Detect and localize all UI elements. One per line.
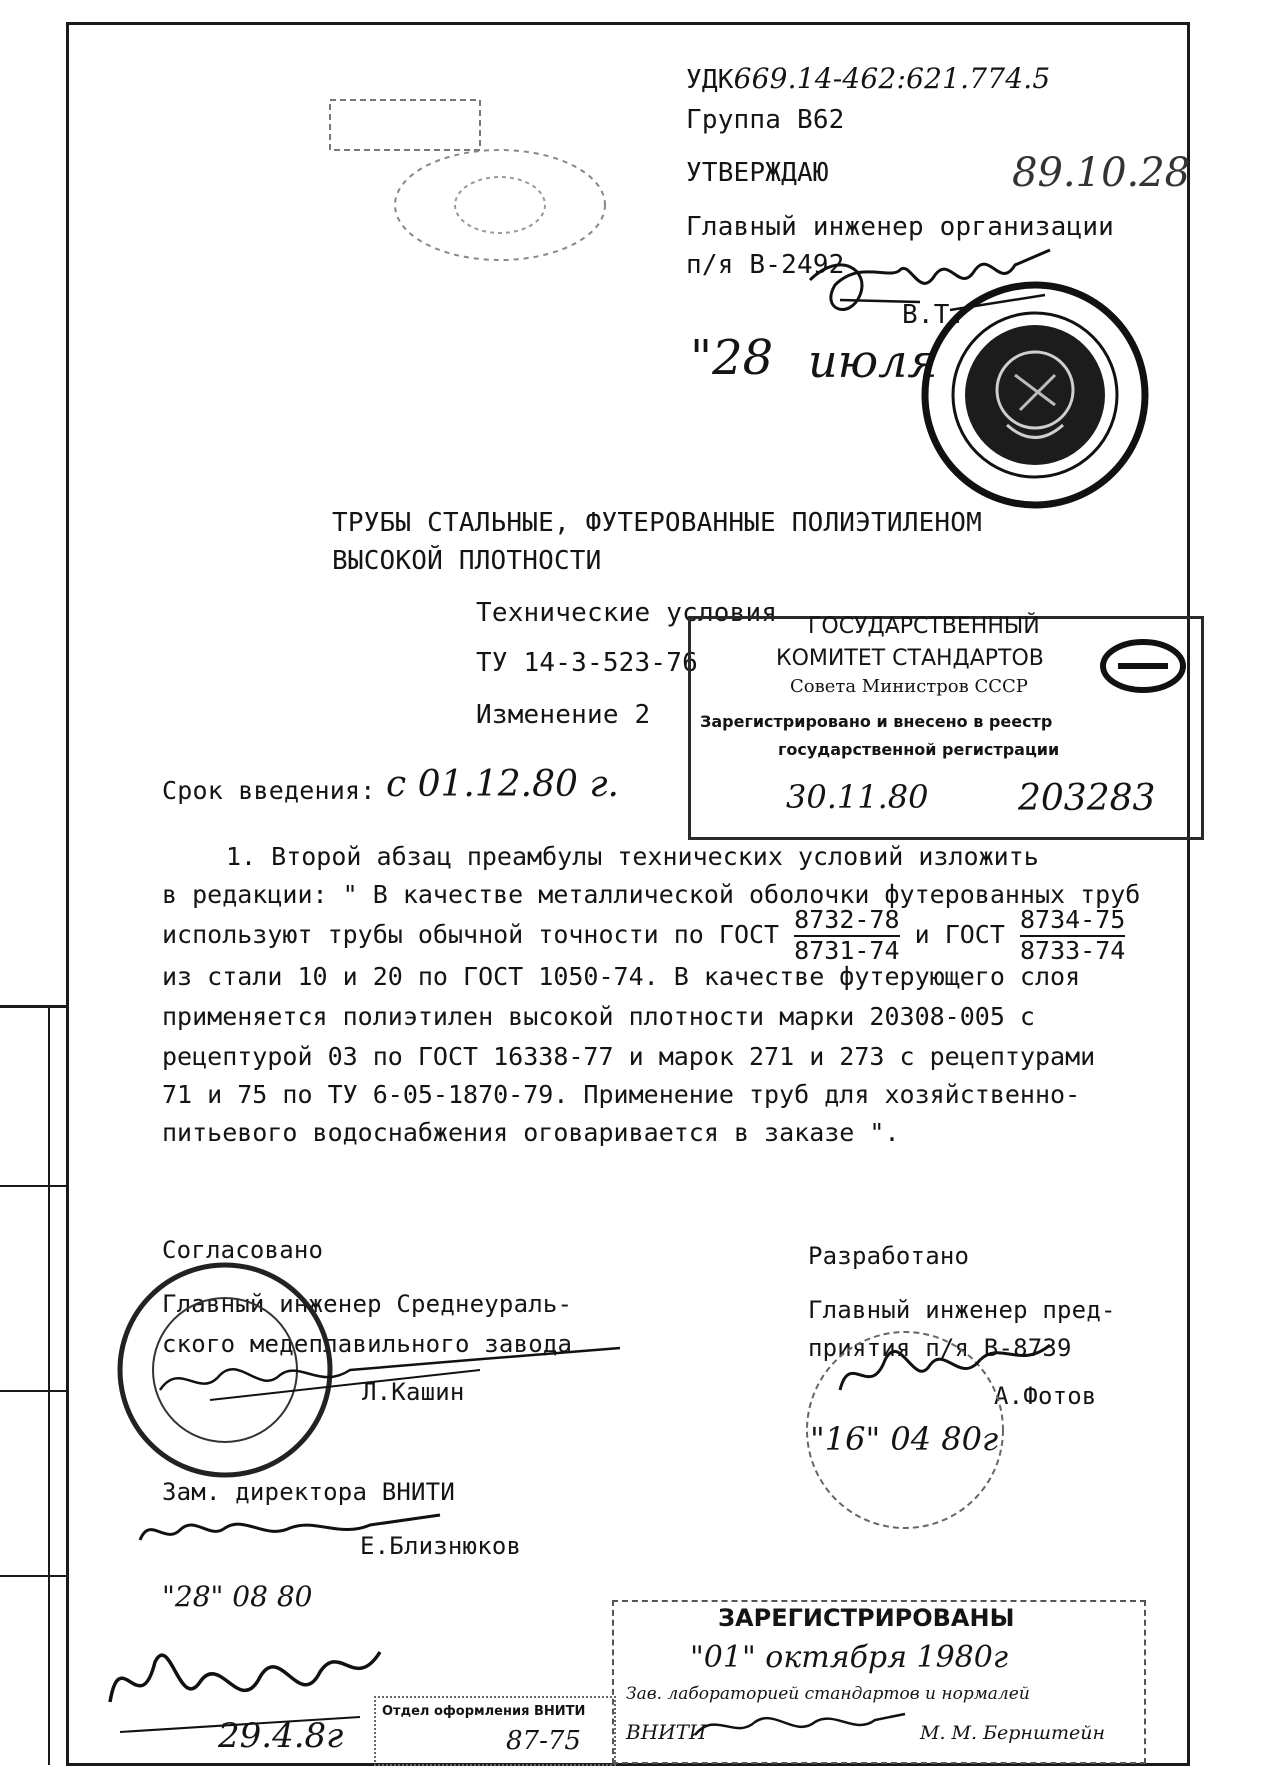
developed-date: "16" 04 80г — [810, 1420, 999, 1458]
gost1-bottom: 8731-74 — [794, 935, 900, 965]
agreed-name: Л.Кашин — [362, 1378, 465, 1406]
gost-fraction-2 — [1020, 906, 1125, 966]
gos-emblem-icon — [1098, 636, 1188, 696]
udk-line — [686, 62, 1050, 95]
chief-org: п/я В-2492 — [686, 250, 845, 280]
approve-day: "28 — [690, 330, 774, 386]
body-line-3-mid: и ГОСТ — [914, 919, 1005, 949]
deadline-value: с 01.12.80 г. — [386, 764, 619, 805]
developed-label: Разработано — [808, 1242, 970, 1270]
bottom-sign-date: 29.4.8г — [218, 1716, 344, 1756]
registered-signature — [690, 1700, 910, 1750]
round-seal-icon — [915, 275, 1155, 515]
developed-line1: Главный инженер пред- — [808, 1296, 1116, 1324]
body-line-7: 71 и 75 по ТУ 6-05-1870-79. Применение труб для хозяйственно- — [162, 1080, 1081, 1109]
agreed-line2: ского медеплавильного завода — [162, 1330, 573, 1358]
bottom-stamp-text: Отдел оформления ВНИТИ — [382, 1704, 586, 1719]
gos-stamp-line3: Совета Министров СССР — [790, 676, 1028, 697]
developed-name: А.Фотов — [994, 1382, 1097, 1410]
margin-rule — [48, 1005, 50, 1765]
margin-rule — [0, 1575, 66, 1577]
registered-title: ЗАРЕГИСТРИРОВАНЫ — [718, 1604, 1015, 1632]
margin-rule — [0, 1390, 66, 1392]
gos-stamp-line5: государственной регистрации — [778, 740, 1060, 759]
group-label: Группа В62 — [686, 105, 845, 135]
approve-month: июля — [808, 334, 938, 388]
developed-signature — [830, 1330, 1060, 1410]
agreed-signature — [150, 1340, 630, 1420]
body-line-3-start: используют трубы обычной точности по ГОСТ — [162, 919, 780, 949]
udk-code: 669.14-462:621.774.5 — [733, 62, 1051, 95]
gos-stamp-date: 30.11.80 — [786, 778, 929, 816]
gos-stamp-line2: КОМИТЕТ СТАНДАРТОВ — [776, 646, 1044, 671]
body-line-3 — [162, 906, 1125, 966]
doc-change: Изменение 2 — [476, 700, 651, 730]
gos-stamp-line4: Зарегистрировано и внесено в реестр — [700, 712, 1053, 731]
margin-rule — [0, 1185, 66, 1187]
registered-person: М. М. Бернштейн — [920, 1722, 1105, 1744]
registered-line2: Зав. лабораторией стандартов и нормалей — [626, 1684, 1030, 1704]
deadline-label: Срок введения: — [162, 776, 376, 805]
margin-rule — [0, 1005, 66, 1008]
gos-stamp-number: 203283 — [1018, 778, 1156, 819]
doc-title-line1: ТРУБЫ СТАЛЬНЫЕ, ФУТЕРОВАННЫЕ ПОЛИЭТИЛЕНОМ — [332, 508, 982, 538]
deputy-title: Зам. директора ВНИТИ — [162, 1478, 455, 1506]
doc-subtitle: Технические условия — [476, 598, 778, 628]
udk-label: УДК — [686, 65, 734, 95]
registered-date: "01" октября 1980г — [690, 1640, 1009, 1675]
body-line-8: питьевого водоснабжения оговаривается в заказе ". — [162, 1118, 900, 1147]
agreed-line1: Главный инженер Среднеураль- — [162, 1290, 573, 1318]
gost-fraction-1 — [794, 906, 899, 966]
gost1-top: 8732-78 — [794, 906, 899, 937]
chief-title: Главный инженер организации — [686, 212, 1115, 242]
approve-label: УТВЕРЖДАЮ — [686, 158, 829, 188]
agreed-label: Согласовано — [162, 1236, 324, 1264]
body-line-4: из стали 10 и 20 по ГОСТ 1050-74. В качестве футерующего слоя — [162, 962, 1081, 991]
body-line-5: применяется полиэтилен высокой плотности марки 20308-005 с — [162, 1002, 1035, 1031]
developed-line2: приятия п/я В-8739 — [808, 1334, 1072, 1362]
registered-org: ВНИТИ — [626, 1720, 707, 1744]
faint-stamp-icon — [320, 90, 620, 270]
body-line-1: 1. Второй абзац преамбулы технических условий изложить — [226, 842, 1039, 871]
body-line-6: рецептурой 03 по ГОСТ 16338-77 и марок 271 и 273 с рецептурами — [162, 1042, 1096, 1071]
chief-name: В.Т. — [902, 300, 966, 330]
deputy-signature — [130, 1500, 450, 1560]
gost2-bottom: 8733-74 — [1019, 935, 1126, 965]
approve-date: 89.10.28 — [1012, 150, 1191, 196]
bottom-stamp-number: 87-75 — [506, 1726, 581, 1756]
deputy-date: "28" 08 80 — [162, 1580, 313, 1613]
deputy-name: Е.Близнюков — [360, 1532, 522, 1560]
gos-stamp-line1: ГОСУДАРСТВЕННЫЙ — [808, 614, 1040, 639]
doc-code: ТУ 14-3-523-76 — [476, 648, 698, 678]
gost2-top: 8734-75 — [1020, 906, 1125, 937]
body-line-2: в редакции: " В качестве металлической оболочки футерованных труб — [162, 880, 1141, 909]
doc-title-line2: ВЫСОКОЙ ПЛОТНОСТИ — [332, 546, 602, 576]
